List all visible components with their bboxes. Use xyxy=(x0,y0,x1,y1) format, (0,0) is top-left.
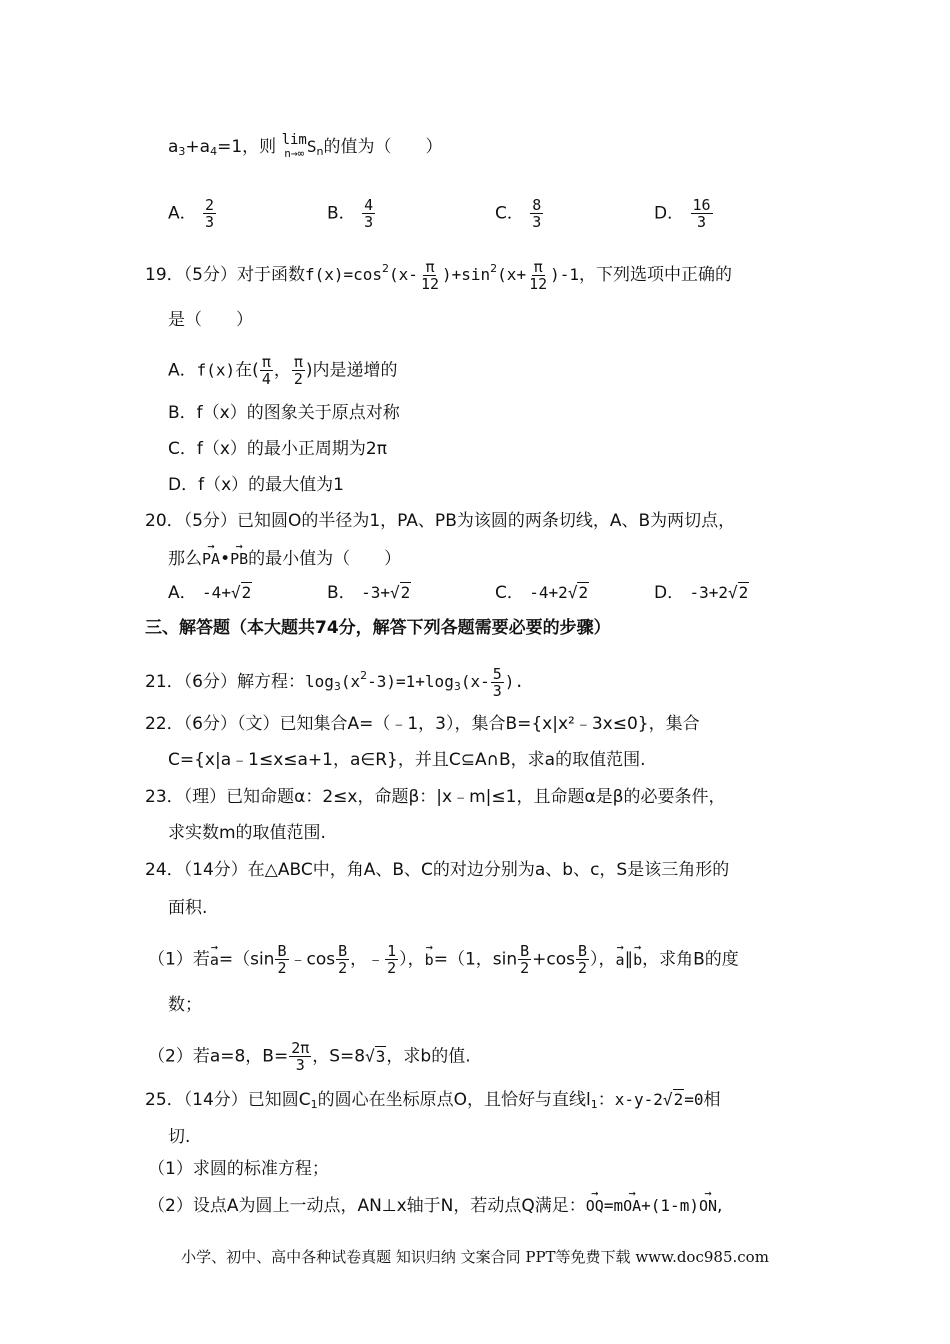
q18-option-b: B． $\frac{4}{3}$ xyxy=(327,196,374,231)
q20-stem: 20．（5分）已知圆O的半径为1，PA、PB为该圆的两条切线，A、B为两切点， xyxy=(145,511,736,531)
page-footer: 小学、初中、高中各种试卷真题 知识归纳 文案合同 PPT等免费下载 www.doc985.com xyxy=(181,1248,769,1266)
q25-part2: （2）设点A为圆上一动点，AN⊥x轴于N，若动点Q满足：→ OQ=m→ OA+(1-m)→ ON, xyxy=(148,1195,722,1217)
q19-stem-line2: 是（ ） xyxy=(168,310,253,330)
q24-part1-line2: 数； xyxy=(168,995,202,1015)
q20-option-d: D． -3+2√2 xyxy=(654,583,749,603)
q23-stem-line2: 求实数m的取值范围. xyxy=(168,823,326,843)
q20-stem-line2: 那么→ PA•→ PB的最小值为（ ） xyxy=(168,548,401,570)
q22-stem-line2: C={x|a﹣1≤x≤a+1，a∈R}，并且C⊆A∩B，求a的取值范围. xyxy=(168,750,646,770)
q24-part1: （1）若→ a=（sin $\frac{B}{2}$ ﹣cos $\frac{B}{2}$ ，﹣ $\frac{1}{2}$ ），→ b=（1，sin $\frac{B}{2}$ +cos $\frac{B}{2}$ ），→ a∥→ b，求角B的度 xyxy=(148,943,739,976)
section-heading: 三、解答题（本大题共74分，解答下列各题需要必要的步骤） xyxy=(145,618,611,638)
limit-expression: lim n→∞ xyxy=(281,132,307,160)
q25-part1: （1）求圆的标准方程； xyxy=(148,1159,329,1179)
q19-option-a: A．f(x)在( $\frac{\pi}{4}$ ， $\frac{\pi}{2}$ )内是递增的 xyxy=(168,353,398,388)
q24-stem-line2: 面积. xyxy=(168,898,208,918)
q19-option-d: D．f（x）的最大值为1 xyxy=(168,475,344,495)
q25-stem-line2: 切. xyxy=(168,1127,191,1147)
q18-option-c: C． $\frac{8}{3}$ xyxy=(495,196,542,231)
q20-option-c: C． -4+2√2 xyxy=(495,583,589,603)
q24-part2: （2）若a=8，B= $\frac{2\pi}{3}$ ，S=8√3，求b的值. xyxy=(148,1039,471,1074)
q20-option-b: B． -3+√2 xyxy=(327,583,411,603)
q22-stem: 22．（6分）（文）已知集合A=（﹣1，3），集合B={x|x²﹣3x≤0}，集合 xyxy=(145,714,700,734)
q18-option-d: D． $\frac{16}{3}$ xyxy=(654,196,711,231)
q18-option-a: A． $\frac{2}{3}$ xyxy=(168,196,215,231)
q21-stem: 21．（6分）解方程：$\log_3(x^2-3)=1+\log_3(x-$ $\frac{5}{3}$ ). xyxy=(145,664,525,700)
q20-option-a: A． -4+√2 xyxy=(168,583,252,603)
q23-stem: 23．（理）已知命题α：2≤x，命题β：|x﹣m|≤1，且命题α是β的必要条件， xyxy=(145,787,726,807)
q19-stem: 19．（5分）对于函数$f(x)=\cos^2(x-$ $\frac{\pi}{12}$ )$+\sin^2(x+$ $\frac{\pi}{12}$ )-1，下列选项中正确的 xyxy=(145,257,733,293)
q25-stem: 25．（14分）已知圆$C_1$的圆心在坐标原点O，且恰好与直线$l_1$：x-y-2√2=0相 xyxy=(145,1090,721,1111)
q19-option-c: C．f（x）的最小正周期为2π xyxy=(168,439,387,459)
q19-option-b: B．f（x）的图象关于原点对称 xyxy=(168,403,400,423)
q24-stem: 24．（14分）在△ABC中，角A、B、C的对边分别为a、b、c，S是该三角形的 xyxy=(145,860,730,880)
q18-stem-tail: $a_3+a_4=1$，则 lim n→∞ $S_n$的值为（ ） xyxy=(168,132,443,160)
